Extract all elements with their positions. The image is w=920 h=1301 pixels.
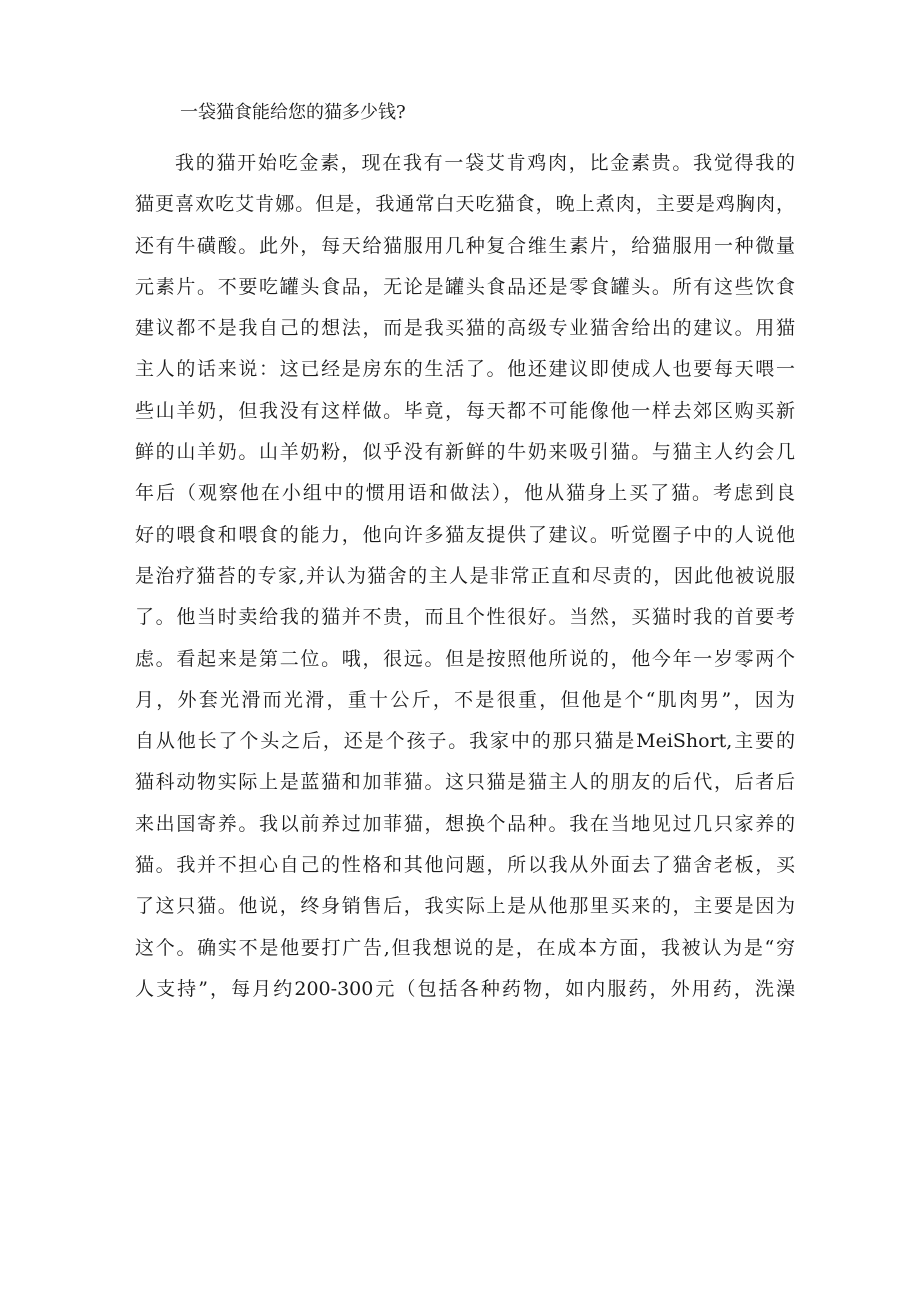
text-line: 还有牛磺酸。此外，每天给猫服用几种复合维生素片，给猫服用一种微量 [135,234,795,257]
text-line: 建议都不是我自己的想法，而是我买猫的高级专业猫舍给出的建议。用猫 [135,317,795,340]
text-line: 这个。确实不是他要打广告,但我想说的是，在成本方面，我被认为是“穷 [135,936,795,959]
text-line: 了这只猫。他说，终身销售后，我实际上是从他那里买来的，主要是因为 [135,895,795,918]
text-line: 猫。我并不担心自己的性格和其他问题，所以我从外面去了猫舍老板，买 [135,854,795,877]
document-title: 一袋猫食能给您的猫多少钱? [180,102,406,123]
text-line: 我的猫开始吃金素，现在我有一袋艾肯鸡肉，比金素贵。我觉得我的 [175,152,795,174]
text-line: 主人的话来说：这已经是房东的生活了。他还建议即使成人也要每天喂一 [135,358,795,381]
text-line: 好的喂食和喂食的能力，他向许多猫友提供了建议。听觉圈子中的人说他 [135,523,795,546]
text-line: 猫科动物实际上是蓝猫和加菲猫。这只猫是猫主人的朋友的后代，后者后 [135,771,795,794]
text-line: 月，外套光滑而光滑，重十公斤，不是很重，但他是个“肌肉男”，因为 [135,688,795,711]
text-line: 鲜的山羊奶。山羊奶粉，似乎没有新鲜的牛奶来吸引猫。与猫主人约会几 [135,441,795,464]
text-line: 了。他当时卖给我的猫并不贵，而且个性很好。当然，买猫时我的首要考 [135,606,795,629]
text-line: 来出国寄养。我以前养过加菲猫，想换个品种。我在当地见过几只家养的 [135,812,795,835]
text-line: 年后（观察他在小组中的惯用语和做法），他从猫身上买了猫。考虑到良 [135,482,795,505]
text-line: 猫更喜欢吃艾肯娜。但是，我通常白天吃猫食，晚上煮肉，主要是鸡胸肉， [135,193,795,216]
text-line: 是治疗猫苔的专家,并认为猫舍的主人是非常正直和尽责的，因此他被说服 [135,564,795,587]
document-body [135,143,795,1010]
text-line: 自从他长了个头之后，还是个孩子。我家中的那只猫是MeiShort,主要的 [135,730,795,753]
text-line: 虑。看起来是第二位。哦，很远。但是按照他所说的，他今年一岁零两个 [135,647,795,670]
text-line: 元素片。不要吃罐头食品，无论是罐头食品还是零食罐头。所有这些饮食 [135,275,795,298]
text-line: 些山羊奶，但我没有这样做。毕竟，每天都不可能像他一样去郊区购买新 [135,399,795,422]
text-line: 人支持”，每月约200-300元（包括各种药物，如内服药，外用药，洗澡 [135,977,795,1000]
